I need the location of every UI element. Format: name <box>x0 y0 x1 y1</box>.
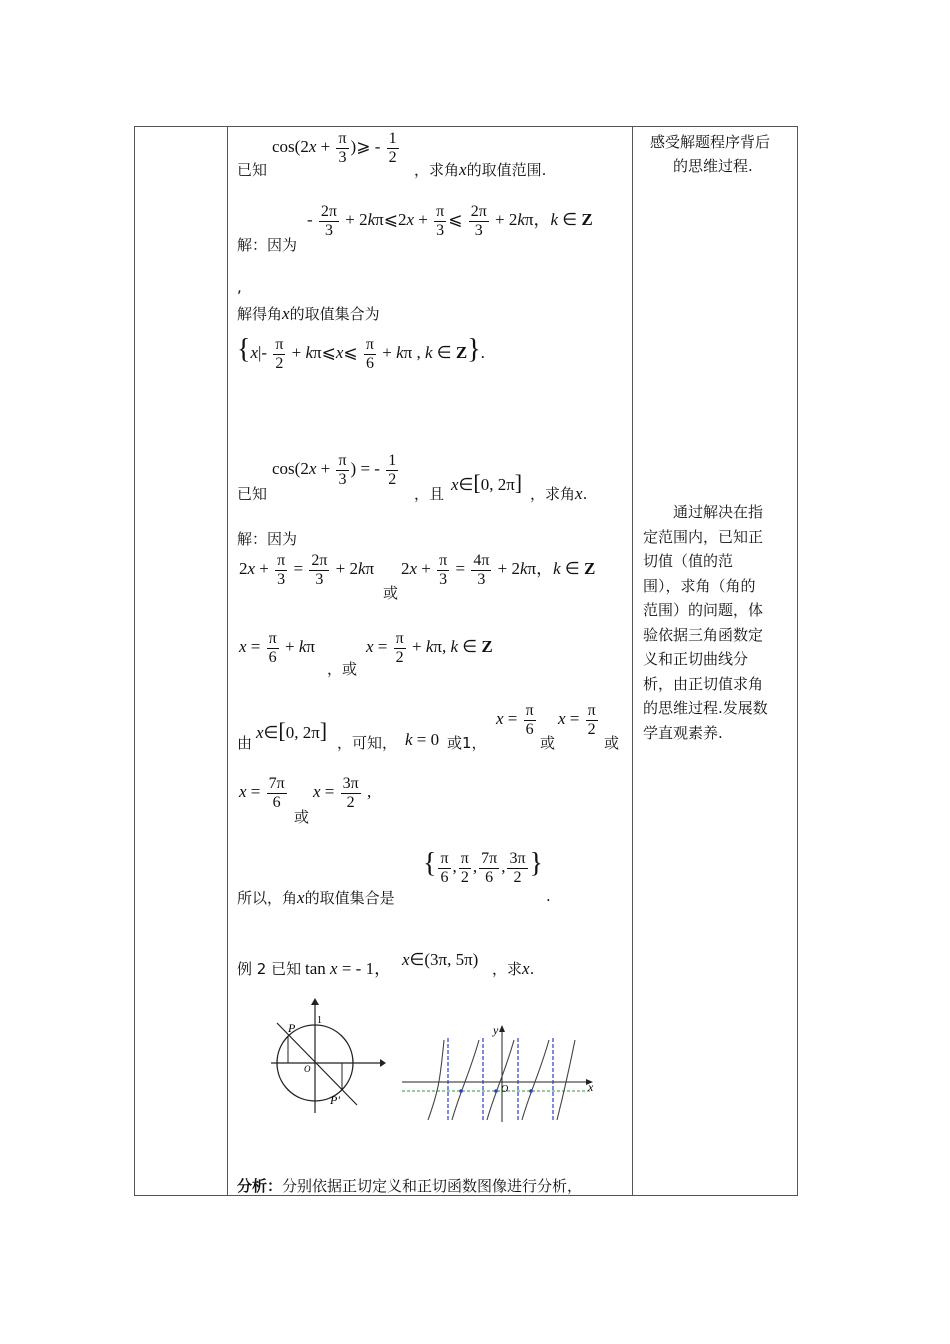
ex2-period: . <box>529 960 535 978</box>
p1-inequality: cos(2x + $\frac{\pi}{3}$ )⩾ - $\frac{1}{2}$ <box>272 130 397 166</box>
ex2-label: 例 2 已知 <box>237 960 302 978</box>
p1-ask: ，求角x的取值范围. <box>414 160 547 179</box>
p2-sol-b: x = $\frac{\pi}{2}$ <box>558 702 596 738</box>
analysis-line <box>237 1175 582 1196</box>
side-note-2-line: 切值（值的范 <box>643 552 734 570</box>
p2-from: 由 <box>237 734 253 752</box>
side-note-2-line: 定范围内，已知正 <box>643 527 764 546</box>
p2-and: ，且 <box>414 485 445 503</box>
p2-or-one: 或1， <box>447 734 487 752</box>
p2-or-2: 或 <box>540 734 556 752</box>
p1-result: 解得角x的取值集合为 <box>237 304 380 323</box>
tangent-branch <box>452 1040 479 1120</box>
p2-interval-2: x∈[0, 2π] <box>256 718 328 743</box>
p2-sol-c: x = $\frac{7\pi}{6}$ <box>239 775 285 811</box>
p2-solution-label: 解：因为 <box>237 530 298 548</box>
side-note-2-line: 通过解决在指 <box>673 503 764 521</box>
side-note-2-line: 学直观素养. <box>643 723 723 742</box>
p2-period: . <box>582 485 588 503</box>
p2-x2: x = $\frac{\pi}{2}$ + kπ, k ∈ Z <box>366 630 493 666</box>
p1-result-set: {x|- $\frac{\pi}{2}$ + kπ⩽x⩽ $\frac{\pi}{6}$ + kπ , k ∈ Z}. <box>237 334 485 372</box>
p1-known-label: 已知 <box>237 161 268 179</box>
p1-solution-inequality: - $\frac{2\pi}{3}$ + 2kπ⩽2x + $\frac{\pi}{3}$ ⩽ $\frac{2\pi}{3}$ + 2kπ，k ∈ Z <box>307 203 593 239</box>
p2-know: ，可知， <box>337 734 398 752</box>
p2-answer-set: { $\frac{\pi}{6}$ , $\frac{\pi}{2}$ , $\frac{7\pi}{6}$ , $\frac{3\pi}{2}$ } <box>423 848 543 886</box>
side-note-2-line: 的思维过程.发展数 <box>643 699 768 717</box>
p2-period-2: . <box>546 887 551 905</box>
tangent-branch <box>428 1040 444 1120</box>
p2-x1: x = $\frac{\pi}{6}$ + kπ <box>239 630 315 666</box>
p2-so: 所以，角x的取值集合是 <box>237 888 395 907</box>
unit-circle-figure <box>255 995 395 1115</box>
p2-so-text: 所以，角 <box>237 889 298 907</box>
label-p-prime: P' <box>330 1093 340 1107</box>
intersection-point <box>529 1089 533 1093</box>
tangent-branch <box>557 1040 575 1120</box>
p1-ask-tail: 的取值范围. <box>466 161 547 179</box>
side-note-2-line: 验依据三角函数定 <box>643 625 764 644</box>
x-axis-arrow <box>380 1059 386 1067</box>
analysis-label: 分析： <box>237 1177 283 1195</box>
p2-comma-or: ，或 <box>327 660 358 678</box>
p2-ask: ，求角x. <box>530 484 588 503</box>
side-note-2 <box>643 500 788 745</box>
analysis-text: 分别依据正切定义和正切函数图像进行分析， <box>282 1177 583 1195</box>
p2-equation: cos(2x + $\frac{\pi}{3}$ ) = - $\frac{1}{2}$ <box>272 452 397 488</box>
p2-interval: x∈[0, 2π] <box>451 470 523 495</box>
p1-result-tail: 的取值集合为 <box>289 305 380 323</box>
column-divider-1 <box>227 127 228 1195</box>
y-axis-arrow <box>311 998 319 1005</box>
p2-sol-a: x = $\frac{\pi}{6}$ <box>496 702 534 738</box>
ex2-ask: ，求x. <box>492 959 535 978</box>
p2-eq1: 2x + $\frac{\pi}{3}$ = $\frac{2\pi}{3}$ + 2kπ <box>239 552 375 588</box>
p2-ask-text: ，求角 <box>530 485 576 503</box>
ex2-ask-text: ，求 <box>492 960 523 978</box>
column-divider-2 <box>632 127 633 1195</box>
graph-y-arrow <box>499 1025 505 1032</box>
side-note-2-line: 围），求角（角的 <box>643 576 756 595</box>
p2-or-3: 或 <box>604 734 620 752</box>
p2-known-label: 已知 <box>237 485 268 503</box>
p2-k-zero: k = 0 <box>405 730 440 749</box>
graph-label-origin: O <box>501 1084 509 1095</box>
tangent-line <box>277 1023 357 1105</box>
p2-or-4: 或 <box>294 808 310 826</box>
intersection-point <box>494 1089 498 1093</box>
side-note-1-line2: 的思维过程. <box>673 157 753 175</box>
graph-label-y: y <box>493 1023 499 1037</box>
tangent-branch <box>522 1040 549 1120</box>
p1-ask-text: ，求角 <box>414 161 460 179</box>
p1-solution-label: 解：因为 <box>237 236 298 254</box>
p1-result-text: 解得角 <box>237 305 283 323</box>
ex2-equation: tan x = - 1， <box>305 959 392 978</box>
side-note-2-line: 义和正切曲线分 <box>643 650 749 668</box>
p2-set-is: 的取值集合是 <box>304 889 395 907</box>
p2-eq2: 2x + $\frac{\pi}{3}$ = $\frac{4\pi}{3}$ + 2kπ，k ∈ Z <box>401 552 596 588</box>
label-one: 1 <box>317 1015 322 1026</box>
side-note-2-line: 范围）的问题，体 <box>643 601 764 619</box>
p1-comma: , <box>237 278 242 296</box>
label-p: P <box>288 1021 296 1035</box>
ex2-interval: x∈(3π, 5π) <box>402 950 479 969</box>
tangent-graph-figure <box>400 1020 600 1125</box>
label-origin: O <box>304 1064 311 1074</box>
side-note-1-line1: 感受解题程序背后 <box>650 133 771 151</box>
graph-label-x: x <box>588 1080 594 1094</box>
tangent-branch <box>487 1040 514 1120</box>
side-note-2-line: 析，由正切值求角 <box>643 674 764 693</box>
p2-sol-d: x = $\frac{3\pi}{2}$ , <box>313 775 372 811</box>
intersection-point <box>459 1089 463 1093</box>
p2-or-1: 或 <box>383 584 399 602</box>
